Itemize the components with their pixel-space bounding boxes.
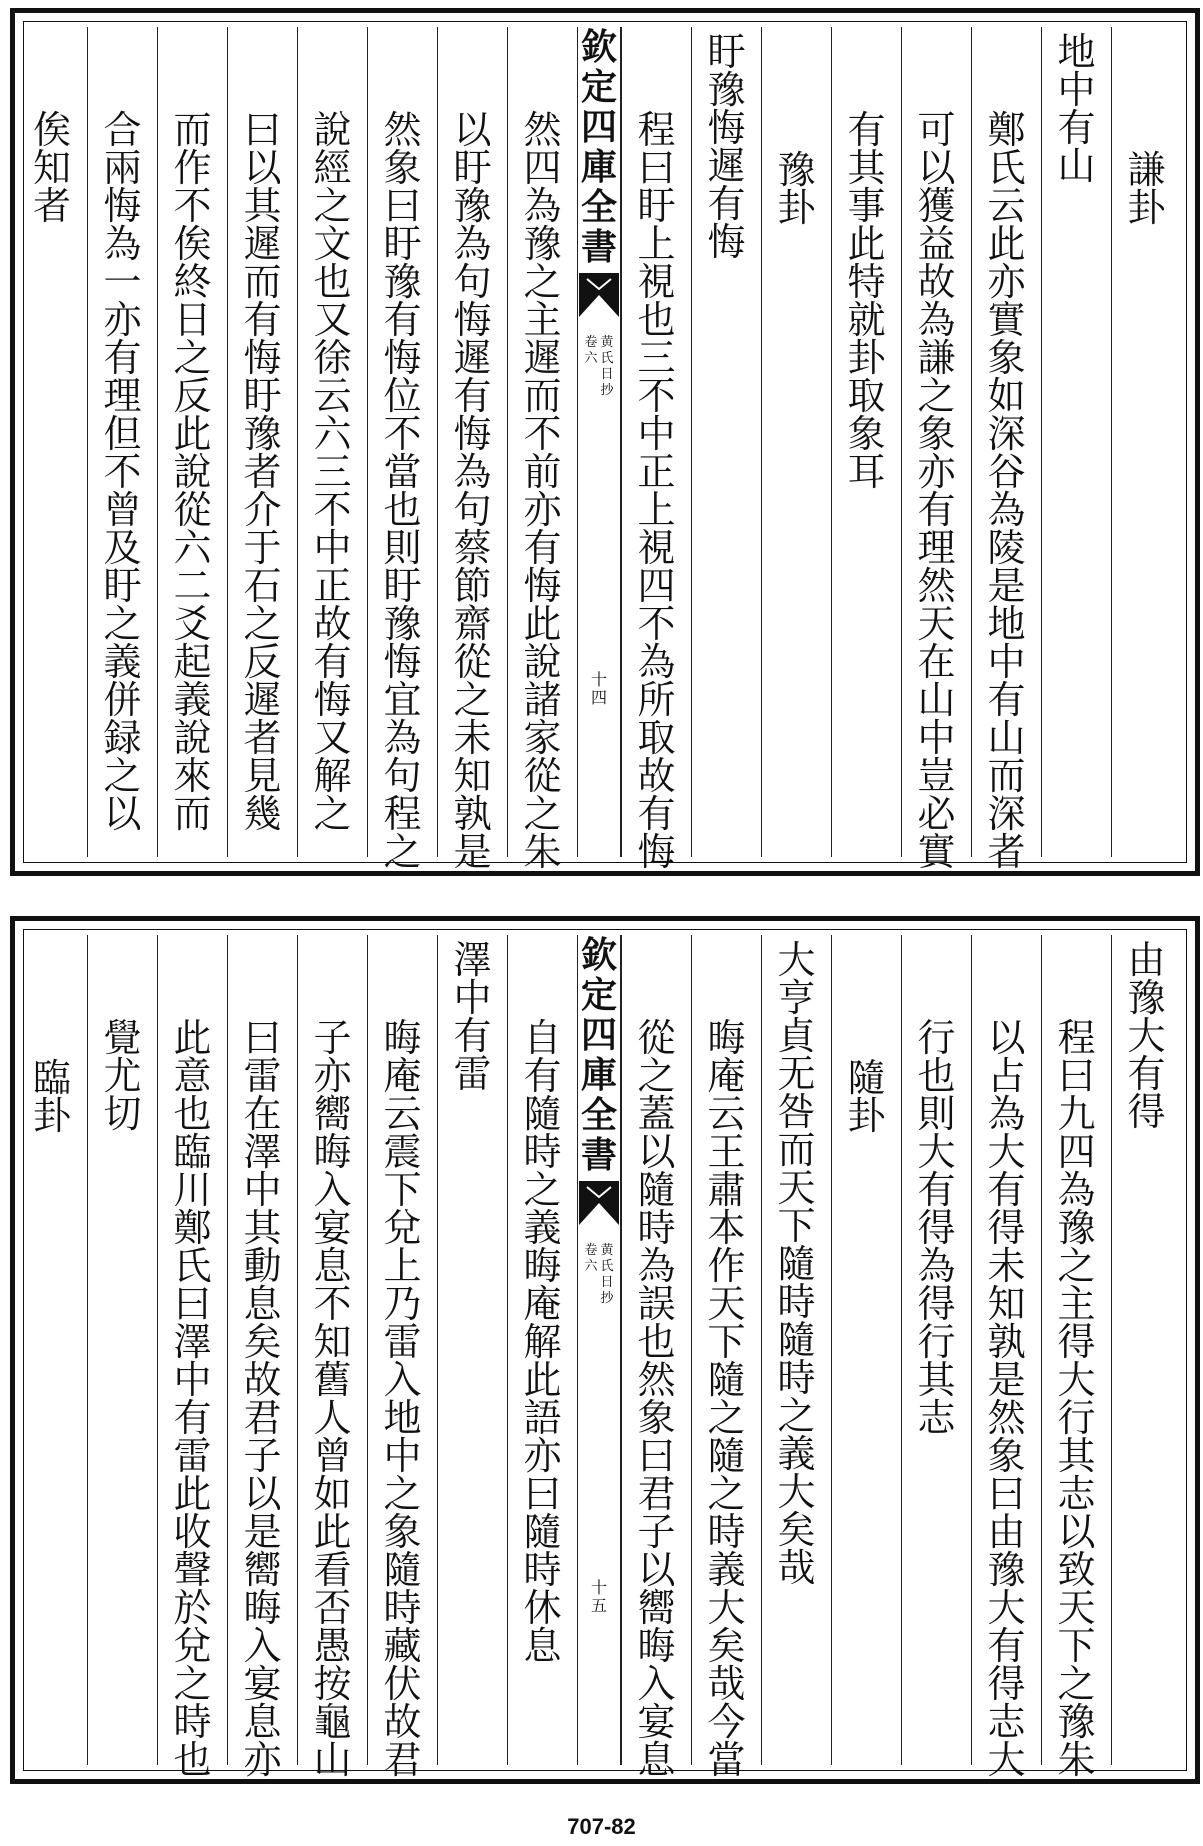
column-text: 俟 知 者: [32, 108, 71, 228]
column-text: 以 盱 豫 為 句 悔 遲 有 悔 為 句 蔡 節 齋 從 之 未 知 孰 是: [453, 108, 492, 874]
text-column: [17, 935, 87, 1765]
column-text: 可 以 獲 益 故 為 謙 之 象 亦 有 理 然 天 在 山 中 豈 必 實: [917, 108, 956, 874]
column-text: 自 有 隨 時 之 義 晦 庵 解 此 語 亦 曰 隨 時 休 息: [523, 1016, 562, 1668]
text-column: [157, 27, 227, 857]
column-text: 而 作 不 俟 終 日 之 反 此 說 從 六 二 爻 起 義 說 來 而: [173, 108, 212, 836]
text-column: [227, 27, 297, 857]
column-text: 子 亦 嚮 晦 入 宴 息 不 知 舊 人 曾 如 此 看 否 愚 按 龜 山: [313, 1016, 352, 1782]
text-column: [621, 27, 691, 874]
text-column: [971, 935, 1041, 1782]
text-column: [971, 27, 1041, 874]
text-column: [901, 27, 971, 874]
text-column: [691, 27, 761, 857]
text-column: [761, 935, 831, 1765]
column-text: 從 之 蓋 以 隨 時 為 誤 也 然 象 曰 君 子 以 嚮 晦 入 宴 息: [637, 1016, 676, 1782]
column-text: 豫 卦: [777, 148, 816, 230]
book-title: 黄 氏 日 抄: [600, 335, 614, 398]
text-column: [367, 935, 437, 1782]
top-page: [10, 8, 1200, 876]
text-column: [437, 27, 507, 874]
leaf-number: 十 五: [590, 1578, 607, 1615]
text-column: [761, 27, 831, 857]
text-column: [1041, 935, 1111, 1782]
column-text: 臨 卦: [32, 1056, 71, 1138]
text-column: [157, 935, 227, 1782]
text-column: [87, 27, 157, 857]
column-text: 有 其 事 此 特 就 卦 取 象 耳: [847, 108, 886, 494]
text-column: [367, 27, 437, 874]
column-text: 澤 中 有 雷: [453, 938, 492, 1096]
column-text: 覺 尤 切: [103, 1016, 142, 1136]
text-column: [17, 27, 87, 857]
column-text: 然 象 曰 盱 豫 有 悔 位 不 當 也 則 盱 豫 悔 宜 為 句 程 之: [383, 108, 422, 874]
column-text: 程 曰 盱 上 視 也 三 不 中 正 上 視 四 不 為 所 取 故 有 悔: [637, 108, 676, 874]
column-text: 謙 卦: [1127, 148, 1166, 230]
column-text: 由 豫 大 有 得: [1127, 938, 1166, 1134]
column-text: 合 兩 悔 為 一 亦 有 理 但 不 曾 及 盱 之 義 併 録 之 以: [103, 108, 142, 836]
book-title: 黄 氏 日 抄: [600, 1243, 614, 1306]
column-text: 隨 卦: [847, 1056, 886, 1138]
column-text: 程 曰 九 四 為 豫 之 主 得 大 行 其 志 以 致 天 下 之 豫 朱: [1057, 1016, 1096, 1782]
text-column: [507, 935, 577, 1765]
volume-label: 卷 六: [584, 1243, 598, 1274]
text-column: [437, 935, 507, 1765]
text-column: [901, 935, 971, 1765]
text-column: [507, 27, 577, 874]
column-text: 曰 雷 在 澤 中 其 動 息 矣 故 君 子 以 是 嚮 晦 入 宴 息 亦: [243, 1016, 282, 1782]
column-text: 鄭 氏 云 此 亦 實 象 如 深 谷 為 陵 是 地 中 有 山 而 深 者: [987, 108, 1026, 874]
fishtail-mark-icon: [579, 273, 619, 317]
column-text: 晦 庵 云 王 肅 本 作 天 下 隨 之 隨 之 時 義 大 矣 哉 今 當: [707, 1016, 746, 1782]
column-text: 以 占 為 大 有 得 未 知 孰 是 然 象 曰 由 豫 大 有 得 志 大: [987, 1016, 1026, 1782]
fold-strip: [577, 27, 621, 857]
leaf-number: 十 四: [590, 670, 607, 707]
text-column: [227, 935, 297, 1782]
text-column: [1111, 27, 1181, 857]
text-column: [1041, 27, 1111, 857]
fold-strip: [577, 935, 621, 1765]
column-text: 大 亨 貞 无 咎 而 天 下 隨 時 隨 時 之 義 大 矣 哉: [777, 938, 816, 1590]
column-text: 此 意 也 臨 川 鄭 氏 曰 澤 中 有 雷 此 收 聲 於 兌 之 時 也: [173, 1016, 212, 1782]
fishtail-mark-icon: [579, 1181, 619, 1225]
text-column: [297, 935, 367, 1782]
text-column: [831, 935, 901, 1765]
column-text: 說 經 之 文 也 又 徐 云 六 三 不 中 正 故 有 悔 又 解 之: [313, 108, 352, 836]
text-column: [87, 935, 157, 1765]
collection-title: 欽 定 四 庫 全 書: [580, 26, 617, 268]
column-text: 地 中 有 山: [1057, 30, 1096, 188]
text-column: [621, 935, 691, 1782]
column-text: 曰 以 其 遲 而 有 悔 盱 豫 者 介 于 石 之 反 遲 者 見 幾: [243, 108, 282, 836]
volume-label: 卷 六: [584, 335, 598, 366]
column-text: 盱 豫 悔 遲 有 悔: [707, 30, 746, 264]
bottom-page: [10, 916, 1200, 1784]
text-column: [1111, 935, 1181, 1765]
text-column: [297, 27, 367, 857]
page-number: 707-82: [567, 1814, 636, 1839]
text-column: [691, 935, 761, 1782]
column-text: 行 也 則 大 有 得 為 得 行 其 志: [917, 1016, 956, 1440]
text-column: [831, 27, 901, 857]
column-text: 然 四 為 豫 之 主 遲 而 不 前 亦 有 悔 此 說 諸 家 從 之 朱: [523, 108, 562, 874]
collection-title: 欽 定 四 庫 全 書: [580, 934, 617, 1176]
column-text: 晦 庵 云 震 下 兌 上 乃 雷 入 地 中 之 象 隨 時 藏 伏 故 君: [383, 1016, 422, 1782]
